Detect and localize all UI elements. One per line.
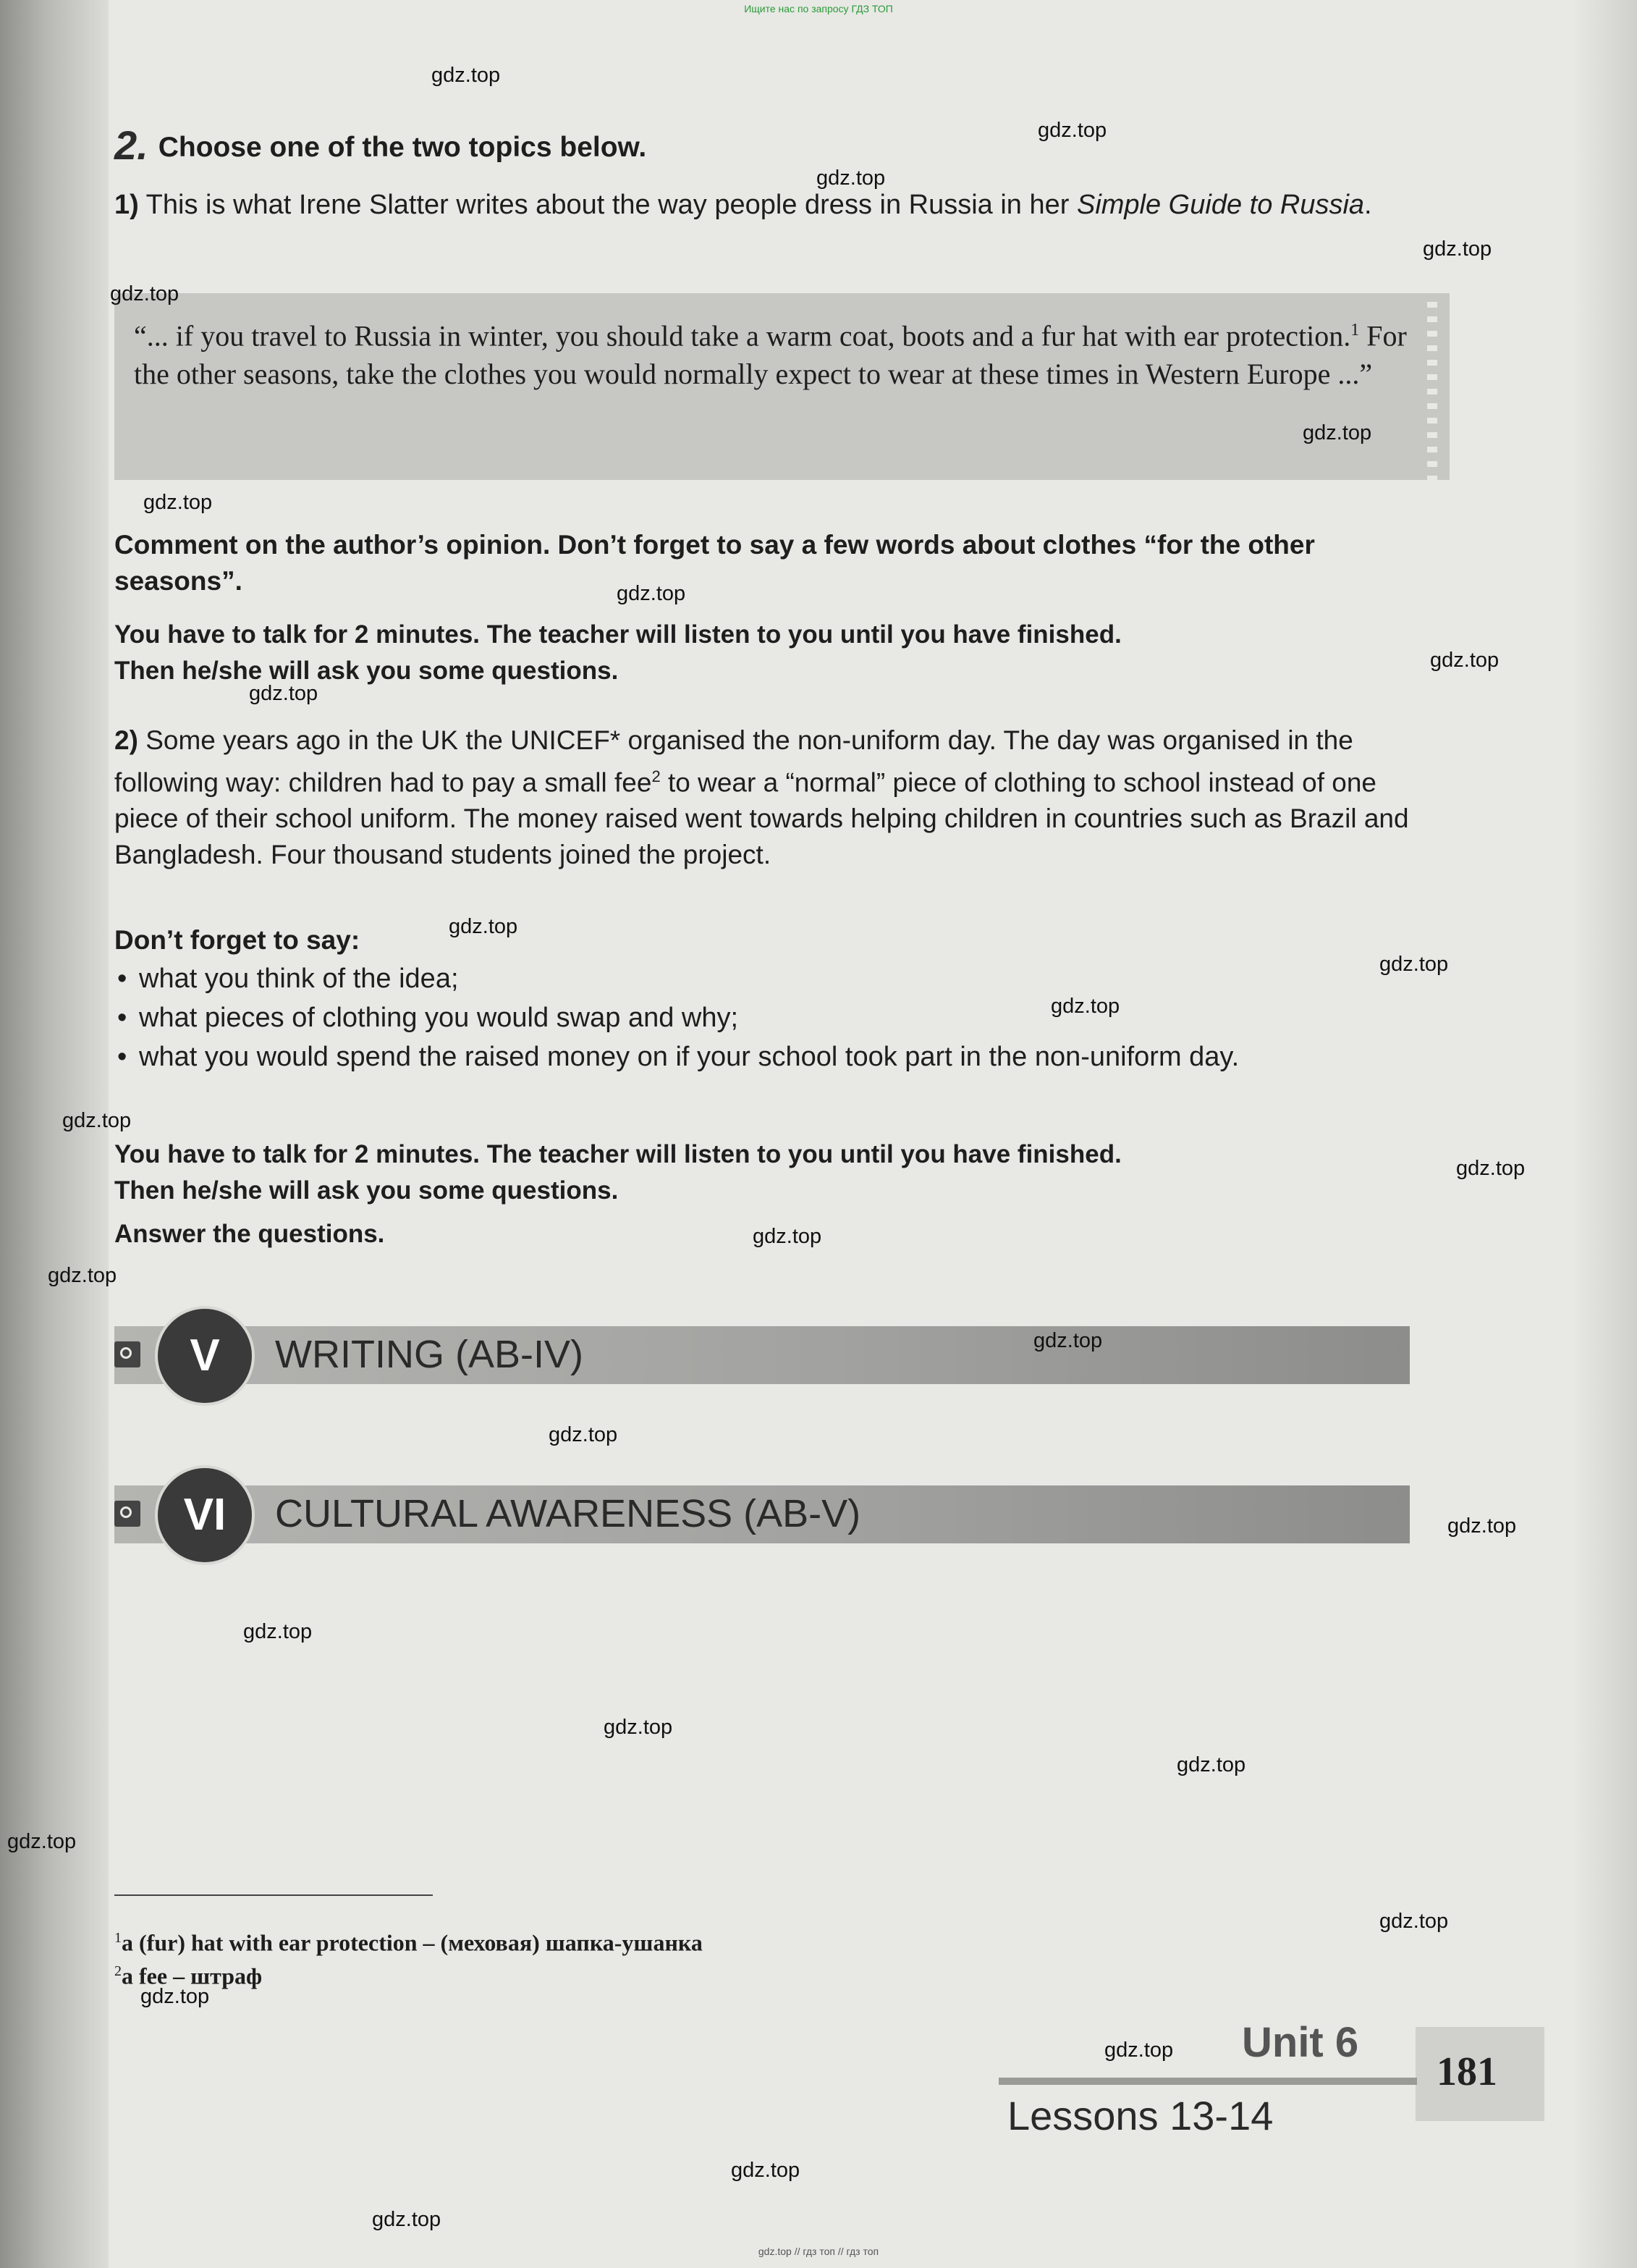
watermark: gdz.top [249, 682, 318, 705]
watermark: gdz.top [48, 1264, 117, 1287]
page-edge-shadow [0, 0, 109, 2268]
section-v-title: WRITING (AB-IV) [275, 1333, 583, 1376]
page-edge-shadow-right [1572, 0, 1637, 2268]
watermark: gdz.top [143, 491, 213, 514]
footnote-1-mark: 1 [114, 1930, 122, 1946]
quote-text [134, 311, 1411, 393]
answer-instruction: Answer the questions. [114, 1220, 385, 1248]
quote-part-1: “... if you travel to Russia in winter, you should take a warm coat, boots and a fur hat with ear protection. [134, 319, 1351, 353]
section-vi-title: CULTURAL AWARENESS (AB-V) [275, 1492, 861, 1535]
watermark: gdz.top [1051, 995, 1120, 1018]
book-title: Simple Guide to Russia [1076, 190, 1365, 220]
watermark: gdz.top [731, 2159, 800, 2182]
exercise-number: 2. [114, 122, 148, 168]
exercise-title: Choose one of the two topics below. [158, 132, 647, 163]
watermark: gdz.top [243, 1620, 313, 1643]
talk-instruction-1b: Then he/she will ask you some questions. [114, 657, 619, 685]
talk-instruction-2b: Then he/she will ask you some questions. [114, 1176, 619, 1205]
watermark: gdz.top [604, 1716, 673, 1739]
section-v-numeral: V [155, 1306, 255, 1406]
talking-points-list [114, 959, 1410, 1076]
topic-1-number: 1) [114, 190, 139, 220]
dont-forget-heading: Don’t forget to say: [114, 925, 360, 955]
watermark: gdz.top [753, 1225, 822, 1248]
watermark: gdz.top [1456, 1157, 1526, 1180]
list-item: • what you would spend the raised money on if your school took part in the non-uniform day. [114, 1037, 1410, 1076]
list-item: • what pieces of clothing you would swap and why; [114, 998, 1410, 1037]
talk-instruction-1a: You have to talk for 2 minutes. The teacher will listen to you until you have finished. [114, 620, 1122, 649]
watermark: gdz.top [62, 1109, 132, 1132]
comment-instruction: Comment on the author’s opinion. Don’t forget to say a few words about clothes “for the other seasons”. [114, 530, 1315, 596]
topic-2-part-2: to wear a “normal” piece of clothing to school instead of one piece of their school uniform. The money raised went towards helping children in countries such as Brazil and Bangladesh. Four thousand students joined the project. [114, 767, 1409, 870]
watermark: gdz.top [1379, 1910, 1449, 1933]
watermark: gdz.top [140, 1985, 210, 2008]
watermark: gdz.top [816, 166, 886, 190]
watermark: gdz.top [549, 1423, 618, 1446]
footnote-2-text: a fee – штраф [122, 1963, 263, 1989]
quote-box-perforation [1427, 293, 1437, 480]
watermark: gdz.top [449, 915, 518, 938]
watermark: gdz.top [372, 2208, 441, 2231]
watermark: gdz.top [1104, 2039, 1174, 2062]
workbook-icon [114, 1501, 140, 1527]
watermark: gdz.top [1303, 421, 1372, 444]
watermark: gdz.top [1177, 1753, 1246, 1776]
talk-instruction-2a: You have to talk for 2 minutes. The teacher will listen to you until you have finished. [114, 1140, 1122, 1168]
bottom-site-note: gdz.top // гдз топ // гдз топ [758, 2246, 879, 2257]
watermark: gdz.top [1423, 237, 1492, 261]
watermark: gdz.top [110, 282, 179, 305]
top-site-note: Ищите нас по запросу ГДЗ ТОП [744, 3, 893, 14]
topic-2-part-1: Some years ago in the UK the UNICEF* organised the non-uniform day. The day was organised in the following way: children had to pay a small fee [114, 725, 1353, 798]
footnote-1 [114, 1924, 703, 1957]
page-number: 181 [1437, 2049, 1497, 2094]
watermark: gdz.top [1038, 119, 1107, 142]
footnote-mark-1: 1 [1350, 321, 1360, 340]
quote-part-2: For the other seasons, take the clothes you would normally expect to wear at these times in Western Europe ...” [134, 319, 1407, 391]
unit-label: Unit 6 [1242, 2019, 1359, 2066]
watermark: gdz.top [1379, 953, 1449, 976]
topic-2-text [114, 722, 1410, 873]
lessons-label: Lessons 13-14 [1007, 2093, 1274, 2138]
watermark: gdz.top [1430, 649, 1499, 672]
lessons-rule [999, 2078, 1417, 2085]
footnote-rule [114, 1894, 433, 1896]
topic-1-intro [114, 187, 1410, 223]
watermark: gdz.top [1033, 1329, 1103, 1352]
footnote-mark-2: 2 [651, 767, 661, 785]
topic-1-period: . [1364, 190, 1372, 220]
topic-1-text: This is what Irene Slatter writes about the way people dress in Russia in her [145, 190, 1070, 220]
watermark: gdz.top [617, 582, 686, 605]
topic-2-number: 2) [114, 725, 138, 755]
watermark: gdz.top [7, 1830, 77, 1853]
watermark: gdz.top [1447, 1514, 1517, 1538]
list-item: • what you think of the idea; [114, 959, 1410, 998]
footnote-1-text: a (fur) hat with ear protection – (меховая) шапка-ушанка [122, 1929, 703, 1956]
section-vi-numeral: VI [155, 1465, 255, 1565]
workbook-icon [114, 1341, 140, 1367]
footnote-2-mark: 2 [114, 1963, 122, 1979]
watermark: gdz.top [431, 64, 501, 87]
exercise-heading [114, 122, 1410, 168]
